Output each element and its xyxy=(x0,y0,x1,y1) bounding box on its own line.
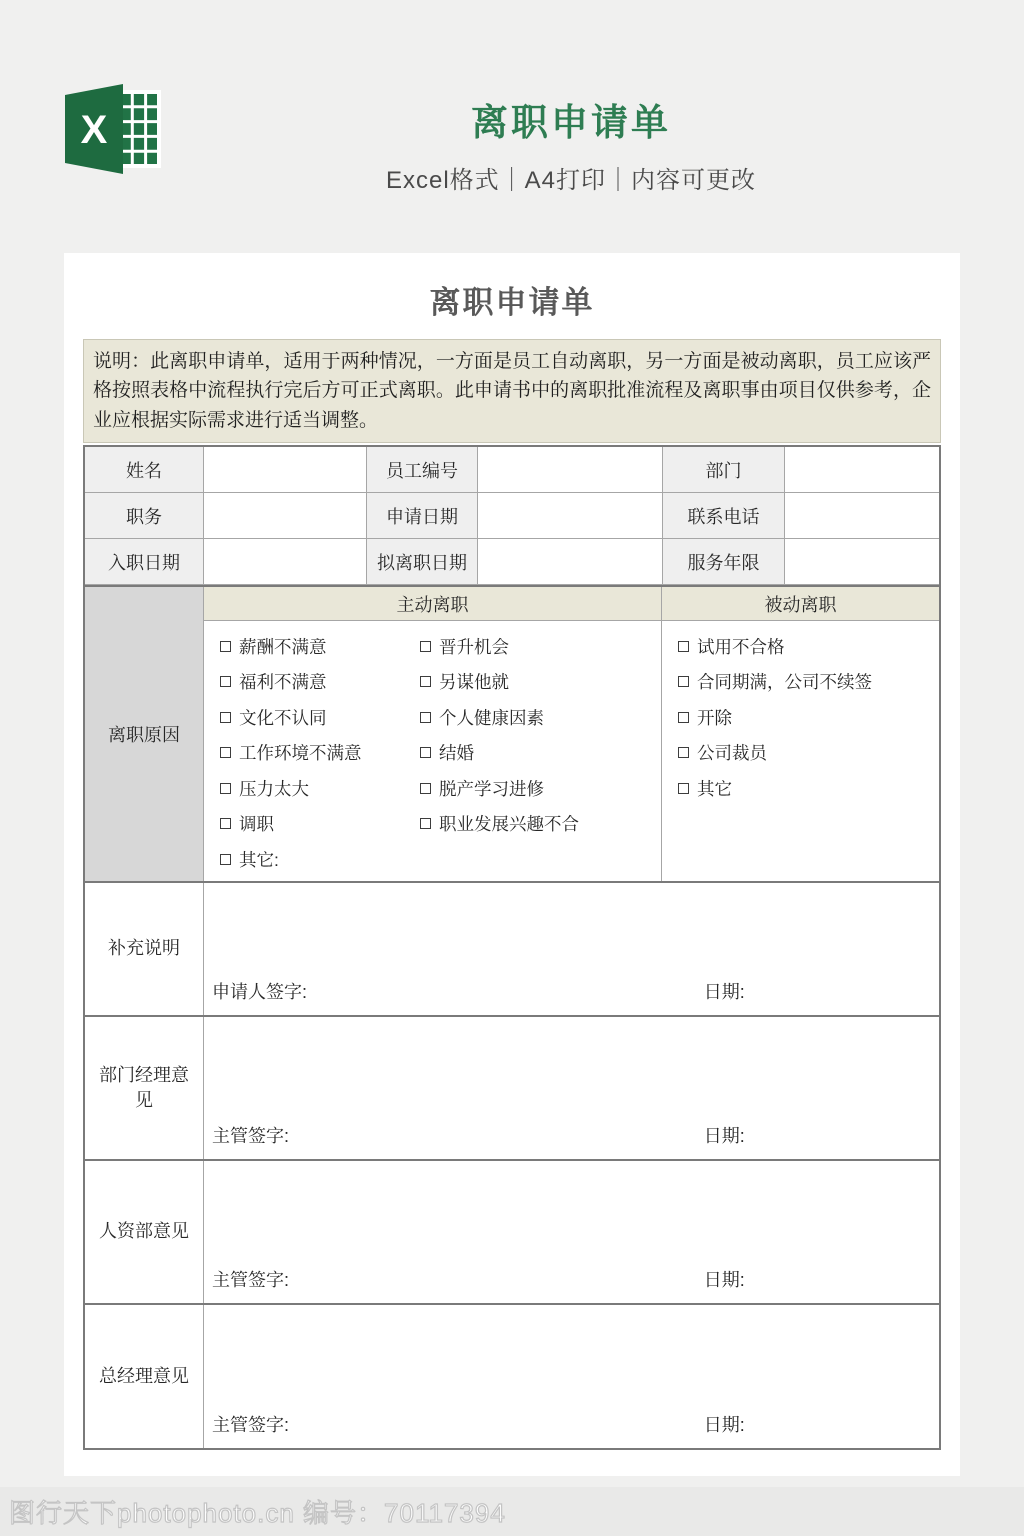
checkbox-icon[interactable] xyxy=(420,818,431,829)
field-value-employee-id[interactable] xyxy=(478,447,663,493)
reason-option-label: 薪酬不满意 xyxy=(239,636,327,657)
comment-area[interactable] xyxy=(204,1161,939,1303)
checkbox-icon[interactable] xyxy=(678,676,689,687)
field-label-apply-date: 申请日期 xyxy=(367,493,478,539)
active-reason-list-1 xyxy=(204,628,404,877)
reason-option xyxy=(662,628,939,664)
reason-option xyxy=(404,735,661,771)
field-value-apply-date[interactable] xyxy=(478,493,663,539)
checkbox-icon[interactable] xyxy=(220,783,231,794)
reason-option xyxy=(404,628,661,664)
section-label: 部门经理意见 xyxy=(85,1017,204,1159)
comment-area[interactable] xyxy=(204,1017,939,1159)
field-label-hire-date: 入职日期 xyxy=(85,539,204,585)
reason-option xyxy=(404,699,661,735)
field-value-phone[interactable] xyxy=(785,493,939,539)
reason-option-label: 合同期满，公司不续签 xyxy=(697,672,872,693)
field-value-hire-date[interactable] xyxy=(204,539,367,585)
page-header xyxy=(0,0,1024,253)
opinion-section xyxy=(85,881,939,1015)
date-label: 日期: xyxy=(703,1125,745,1146)
instruction-note: 说明：此离职申请单，适用于两种情况，一方面是员工自动离职，另一方面是被动离职，员工应该严格按照表格中流程执行完后方可正式离职。此申请书中的离职批准流程及离职事由项目仅供参考，企业应根据实际需求进行适当调整。 xyxy=(83,339,941,443)
excel-icon xyxy=(62,82,164,176)
page-title: 离职申请单 xyxy=(471,102,671,143)
field-label-service-years: 服务年限 xyxy=(663,539,785,585)
reason-option xyxy=(662,664,939,700)
date-label: 日期: xyxy=(703,1414,745,1435)
checkbox-icon[interactable] xyxy=(420,783,431,794)
reason-option-label: 脱产学习进修 xyxy=(439,778,544,799)
watermark-text: 图行天下photophoto.cn 编号：70117394 xyxy=(9,1498,506,1528)
checkbox-icon[interactable] xyxy=(220,712,231,723)
checkbox-icon[interactable] xyxy=(220,641,231,652)
checkbox-icon[interactable] xyxy=(678,747,689,758)
field-value-planned-leave-date[interactable] xyxy=(478,539,663,585)
reason-option xyxy=(204,699,404,735)
field-label-phone: 联系电话 xyxy=(663,493,785,539)
field-label-position: 职务 xyxy=(85,493,204,539)
checkbox-icon[interactable] xyxy=(420,747,431,758)
reason-option-label: 文化不认同 xyxy=(239,707,327,728)
reason-option-label: 其它: xyxy=(239,849,279,870)
checkbox-icon[interactable] xyxy=(220,854,231,865)
passive-resign-column xyxy=(662,587,939,881)
checkbox-icon[interactable] xyxy=(420,641,431,652)
form-title: 离职申请单 xyxy=(429,285,595,320)
comment-area[interactable] xyxy=(204,1305,939,1448)
reason-row-label: 离职原因 xyxy=(85,587,204,881)
field-label-planned-leave-date: 拟离职日期 xyxy=(367,539,478,585)
field-value-name[interactable] xyxy=(204,447,367,493)
reason-option-label: 公司裁员 xyxy=(697,743,767,764)
checkbox-icon[interactable] xyxy=(678,783,689,794)
active-resign-column xyxy=(204,587,662,881)
active-reason-list-2 xyxy=(404,628,661,877)
reason-option-label: 另谋他就 xyxy=(439,672,509,693)
reason-option xyxy=(204,841,404,877)
reason-option-label: 晋升机会 xyxy=(439,636,509,657)
reason-option xyxy=(204,806,404,842)
date-label: 日期: xyxy=(703,1269,745,1290)
field-label-name: 姓名 xyxy=(85,447,204,493)
field-value-department[interactable] xyxy=(785,447,939,493)
passive-reason-list xyxy=(662,628,939,806)
checkbox-icon[interactable] xyxy=(420,712,431,723)
section-label: 补充说明 xyxy=(85,883,204,1015)
opinion-section xyxy=(85,1159,939,1303)
checkbox-icon[interactable] xyxy=(220,818,231,829)
checkbox-icon[interactable] xyxy=(678,641,689,652)
form-card xyxy=(64,253,960,1476)
signature-label: 申请人签字: xyxy=(212,981,308,1002)
form-table xyxy=(83,445,941,1450)
reason-option-label: 开除 xyxy=(697,707,732,728)
reason-option xyxy=(404,664,661,700)
reason-option-label: 其它 xyxy=(697,778,732,799)
field-value-service-years[interactable] xyxy=(785,539,939,585)
opinion-section xyxy=(85,1015,939,1159)
reason-option-label: 结婚 xyxy=(439,743,474,764)
checkbox-icon[interactable] xyxy=(678,712,689,723)
field-label-department: 部门 xyxy=(663,447,785,493)
active-resign-header: 主动离职 xyxy=(204,587,661,621)
opinion-sections xyxy=(85,881,939,1448)
reason-option xyxy=(204,770,404,806)
reason-option xyxy=(404,770,661,806)
info-grid xyxy=(85,447,939,585)
field-label-employee-id: 员工编号 xyxy=(367,447,478,493)
reason-option-label: 压力太大 xyxy=(239,778,309,799)
reason-option xyxy=(204,628,404,664)
signature-label: 主管签字: xyxy=(212,1414,290,1435)
reason-option-label: 职业发展兴趣不合 xyxy=(439,814,579,835)
reason-option xyxy=(662,699,939,735)
passive-resign-header: 被动离职 xyxy=(662,587,939,621)
watermark-bar xyxy=(0,1487,1024,1536)
reason-option xyxy=(204,735,404,771)
reason-option xyxy=(404,806,661,842)
reason-option-label: 个人健康因素 xyxy=(439,707,544,728)
reason-option-label: 调职 xyxy=(239,814,274,835)
opinion-section xyxy=(85,1303,939,1448)
signature-label: 主管签字: xyxy=(212,1269,290,1290)
page-subtitle: Excel格式｜A4打印｜内容可更改 xyxy=(385,167,757,194)
reason-option xyxy=(662,770,939,806)
reason-option xyxy=(204,664,404,700)
checkbox-icon[interactable] xyxy=(420,676,431,687)
reason-option-label: 试用不合格 xyxy=(697,636,785,657)
section-label: 人资部意见 xyxy=(85,1161,204,1303)
field-value-position[interactable] xyxy=(204,493,367,539)
reason-option xyxy=(662,735,939,771)
reason-option-label: 福利不满意 xyxy=(239,672,327,693)
reason-section xyxy=(85,585,939,881)
date-label: 日期: xyxy=(703,981,745,1002)
section-label: 总经理意见 xyxy=(85,1305,204,1448)
reason-option-label: 工作环境不满意 xyxy=(239,743,362,764)
svg-text:X: X xyxy=(80,108,108,152)
checkbox-icon[interactable] xyxy=(220,747,231,758)
signature-label: 主管签字: xyxy=(212,1125,290,1146)
comment-area[interactable] xyxy=(204,883,939,1015)
checkbox-icon[interactable] xyxy=(220,676,231,687)
